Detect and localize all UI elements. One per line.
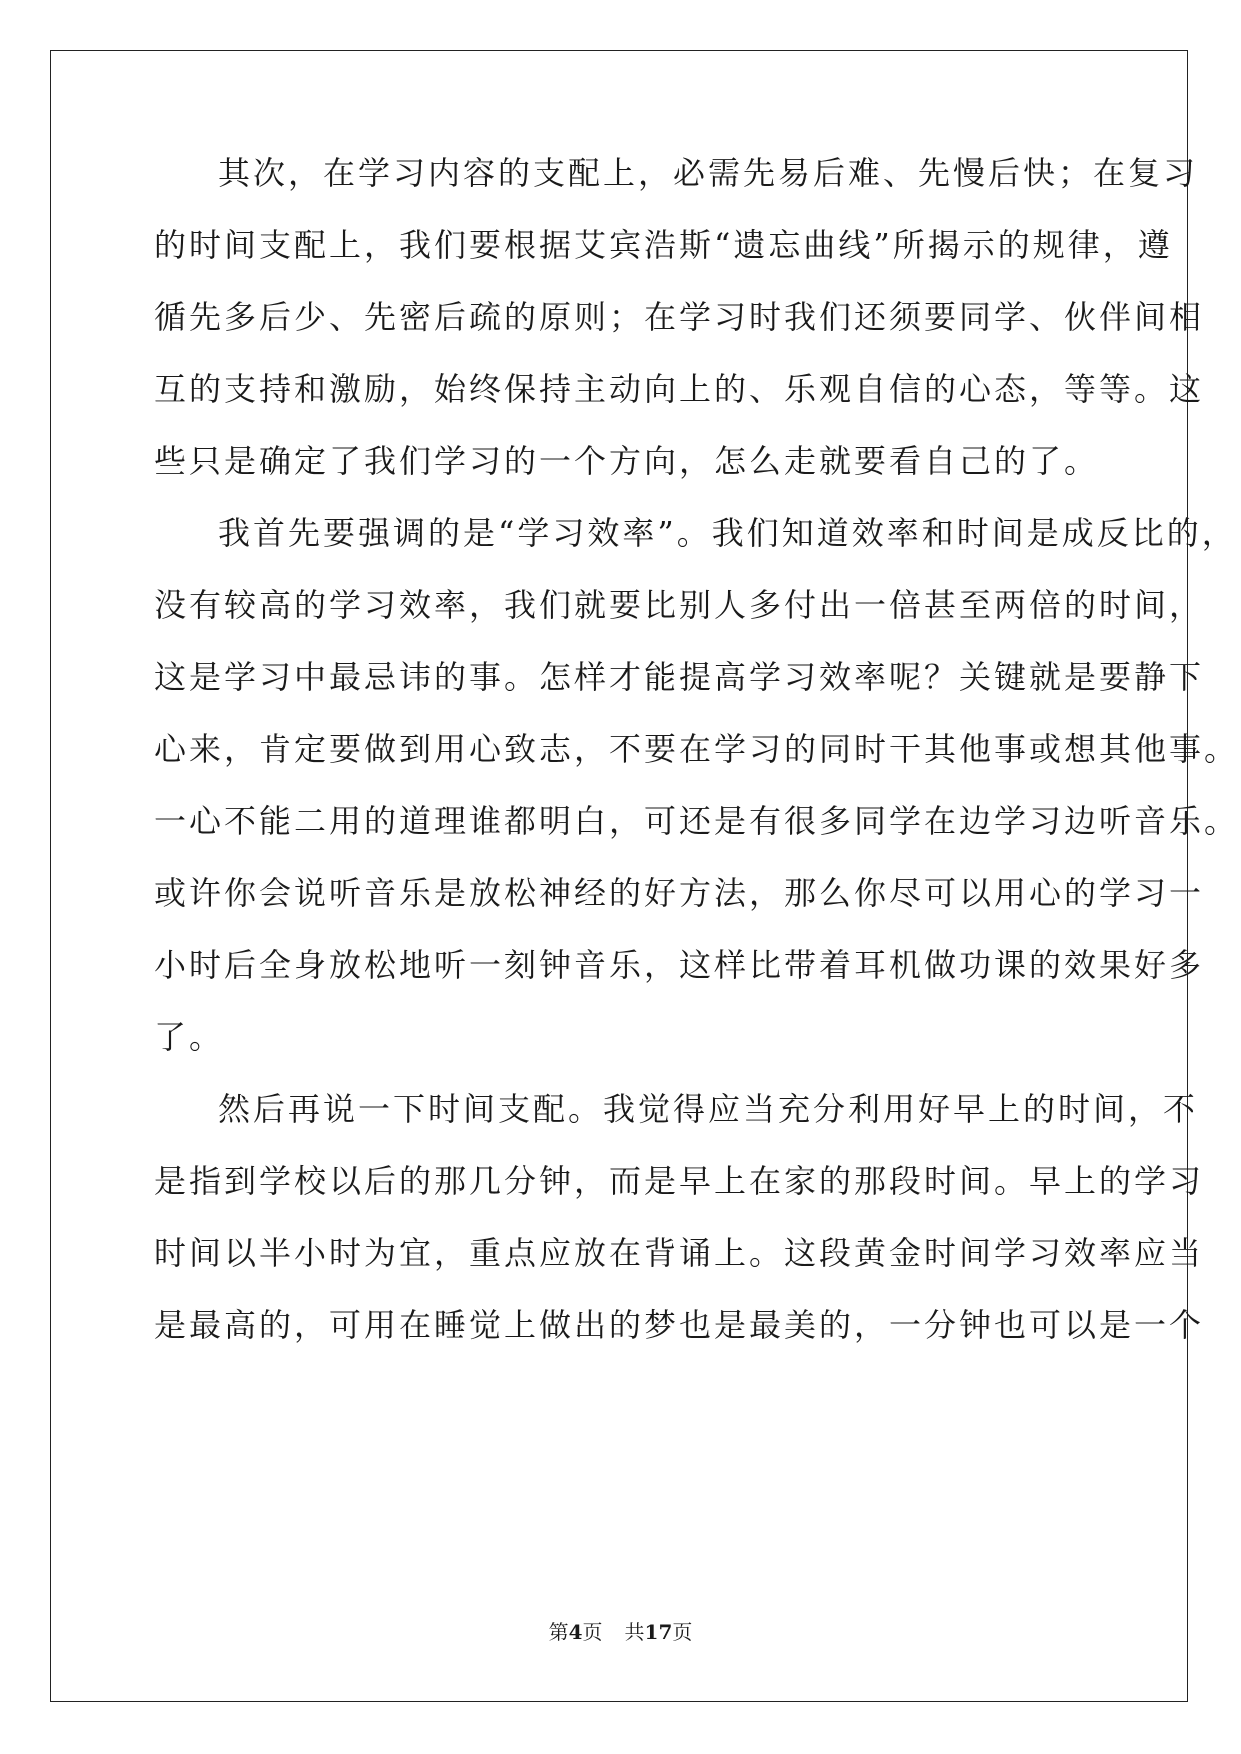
paragraph-1-line-5: 些只是确定了我们学习的一个方向，怎么走就要看自己的了。	[154, 442, 1100, 480]
paragraph-3-line-4: 是最高的，可用在睡觉上做出的梦也是最美的，一分钟也可以是一个	[154, 1306, 1205, 1344]
total-suffix: 页	[672, 1620, 693, 1644]
paragraph-2-line-4: 心来，肯定要做到用心致志，不要在学习的同时干其他事或想其他事。	[154, 730, 1240, 768]
paragraph-1-line-3: 循先多后少、先密后疏的原则；在学习时我们还须要同学、伙伴间相	[154, 298, 1205, 336]
page-suffix: 页	[582, 1620, 603, 1644]
paragraph-2-line-6: 或许你会说听音乐是放松神经的好方法，那么你尽可以用心的学习一	[154, 874, 1205, 912]
paragraph-2-line-3: 这是学习中最忌讳的事。怎样才能提高学习效率呢？关键就是要静下	[154, 658, 1205, 696]
paragraph-2-line-1: 我首先要强调的是“学习效率”。我们知道效率和时间是成反比的，	[218, 514, 1237, 552]
total-pages: 17	[644, 1620, 673, 1644]
paragraph-1-line-2: 的时间支配上，我们要根据艾宾浩斯“遗忘曲线”所揭示的规律，遵	[154, 226, 1173, 264]
paragraph-3-line-1: 然后再说一下时间支配。我觉得应当充分利用好早上的时间，不	[218, 1090, 1199, 1128]
paragraph-1-line-4: 互的支持和激励，始终保持主动向上的、乐观自信的心态，等等。这	[154, 370, 1205, 408]
page-number: 4	[568, 1620, 583, 1644]
paragraph-3-line-3: 时间以半小时为宜，重点应放在背诵上。这段黄金时间学习效率应当	[154, 1234, 1205, 1272]
page-footer	[0, 1620, 1241, 1644]
paragraph-2-line-2: 没有较高的学习效率，我们就要比别人多付出一倍甚至两倍的时间，	[154, 586, 1205, 624]
page-prefix: 第	[548, 1620, 569, 1644]
total-prefix: 共	[624, 1620, 645, 1644]
paragraph-3-line-2: 是指到学校以后的那几分钟，而是早上在家的那段时间。早上的学习	[154, 1162, 1205, 1200]
paragraph-2-line-7: 小时后全身放松地听一刻钟音乐，这样比带着耳机做功课的效果好多	[154, 946, 1205, 984]
paragraph-2-line-5: 一心不能二用的道理谁都明白，可还是有很多同学在边学习边听音乐。	[154, 802, 1240, 840]
paragraph-1-line-1: 其次，在学习内容的支配上，必需先易后难、先慢后快；在复习	[218, 154, 1199, 192]
paragraph-2-line-8: 了。	[154, 1018, 225, 1056]
